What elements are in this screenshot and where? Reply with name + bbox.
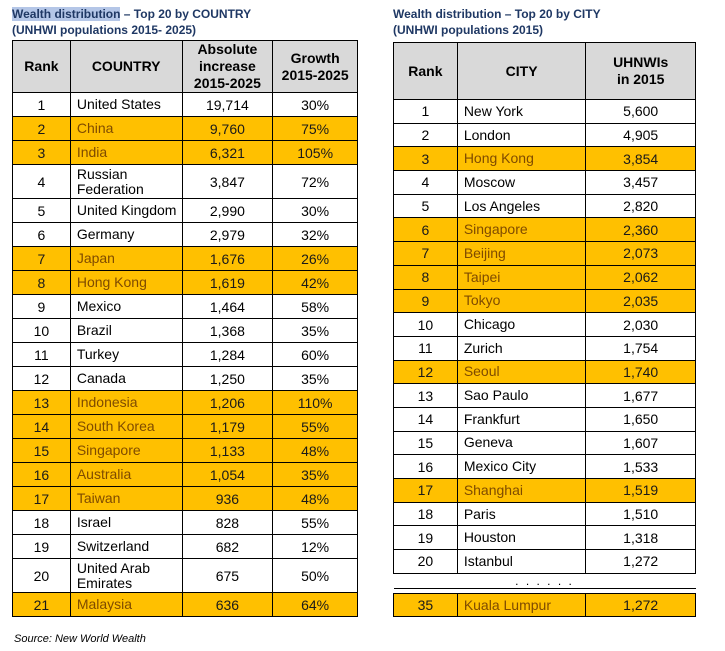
city-name: Taipei: [457, 265, 586, 289]
title-rest: – Top 20 by COUNTRY: [120, 7, 252, 21]
country-name: South Korea: [70, 415, 182, 439]
uhnwi-value: 2,360: [586, 218, 696, 242]
growth-value: 35%: [273, 367, 358, 391]
growth-value: 35%: [273, 319, 358, 343]
country-name: Russian Federation: [70, 165, 182, 199]
growth-value: 55%: [273, 415, 358, 439]
header-abs-line3: 2015-2025: [193, 75, 261, 91]
uhnwi-value: 1,510: [586, 502, 696, 526]
table-row: [394, 194, 696, 218]
city-name: Los Angeles: [457, 194, 586, 218]
rank-cell: 4: [13, 165, 71, 199]
uhnwi-value: 3,854: [586, 147, 696, 171]
city-table: [393, 42, 696, 617]
rank-cell: 8: [394, 265, 458, 289]
table-row: [13, 271, 358, 295]
uhnwi-value: 2,035: [586, 289, 696, 313]
uhnwi-value: 1,519: [586, 479, 696, 503]
growth-value: 26%: [273, 247, 358, 271]
table-row: [13, 535, 358, 559]
table-row: [13, 247, 358, 271]
table-row: [13, 141, 358, 165]
table-row: [13, 463, 358, 487]
absolute-increase-value: 2,979: [182, 223, 273, 247]
uhnwi-value: 2,062: [586, 265, 696, 289]
rank-cell: 18: [394, 502, 458, 526]
uhnwi-value: 1,677: [586, 384, 696, 408]
city-name: Sao Paulo: [457, 384, 586, 408]
table-row: [394, 171, 696, 195]
country-name: Hong Kong: [70, 271, 182, 295]
table-row: [394, 593, 696, 617]
rank-cell: 14: [13, 415, 71, 439]
absolute-increase-value: 1,464: [182, 295, 273, 319]
absolute-increase-value: 1,676: [182, 247, 273, 271]
table-row: [394, 431, 696, 455]
rank-cell: 16: [13, 463, 71, 487]
city-header-row: [394, 43, 696, 100]
rank-cell: 17: [394, 479, 458, 503]
header-growth: [273, 41, 358, 93]
growth-value: 42%: [273, 271, 358, 295]
uhnwi-value: 5,600: [586, 100, 696, 124]
growth-value: 48%: [273, 487, 358, 511]
country-name: Germany: [70, 223, 182, 247]
table-row: [13, 223, 358, 247]
rank-cell: 11: [394, 336, 458, 360]
growth-value: 32%: [273, 223, 358, 247]
header-uhnwis: [586, 43, 696, 100]
rank-cell: 3: [13, 141, 71, 165]
country-name: Japan: [70, 247, 182, 271]
title-highlight: Wealth distribution: [12, 7, 121, 21]
rank-cell: 6: [13, 223, 71, 247]
country-name: United Arab Emirates: [70, 559, 182, 593]
absolute-increase-value: 1,368: [182, 319, 273, 343]
absolute-increase-value: 6,321: [182, 141, 273, 165]
city-name: Istanbul: [457, 550, 586, 574]
city-name: Zurich: [457, 336, 586, 360]
uhnwi-value: 1,318: [586, 526, 696, 550]
rank-cell: 2: [13, 117, 71, 141]
table-row: [394, 360, 696, 384]
header-absolute-increase: [182, 41, 273, 93]
table-row: [394, 455, 696, 479]
country-name: China: [70, 117, 182, 141]
source-note: Source: New World Wealth: [14, 633, 146, 645]
country-table-title: [12, 6, 251, 22]
city-table-title: Wealth distribution – Top 20 by CITY: [393, 7, 601, 21]
header-country: COUNTRY: [70, 41, 182, 93]
rank-cell: 12: [13, 367, 71, 391]
absolute-increase-value: 636: [182, 593, 273, 617]
table-row: [394, 123, 696, 147]
growth-value: 30%: [273, 199, 358, 223]
table-row: [394, 502, 696, 526]
city-name: Singapore: [457, 218, 586, 242]
city-name: Houston: [457, 526, 586, 550]
uhnwi-value: 1,754: [586, 336, 696, 360]
table-row: [13, 343, 358, 367]
country-name: Switzerland: [70, 535, 182, 559]
table-row: [13, 415, 358, 439]
rank-cell: 15: [394, 431, 458, 455]
rank-cell: 6: [394, 218, 458, 242]
rank-cell: 8: [13, 271, 71, 295]
table-row: [394, 407, 696, 431]
rank-cell: 4: [394, 171, 458, 195]
rank-cell: 13: [13, 391, 71, 415]
table-row: [13, 117, 358, 141]
country-name: United States: [70, 93, 182, 117]
country-table-subtitle: (UNHWI populations 2015- 2025): [12, 23, 197, 37]
growth-value: 72%: [273, 165, 358, 199]
absolute-increase-value: 936: [182, 487, 273, 511]
growth-value: 55%: [273, 511, 358, 535]
header-rank: Rank: [13, 41, 71, 93]
rank-cell: 3: [394, 147, 458, 171]
growth-value: 12%: [273, 535, 358, 559]
rank-cell: 35: [394, 593, 458, 617]
city-name: London: [457, 123, 586, 147]
uhnwi-value: 2,030: [586, 313, 696, 337]
country-name: Canada: [70, 367, 182, 391]
country-name: Mexico: [70, 295, 182, 319]
absolute-increase-value: 1,619: [182, 271, 273, 295]
rank-cell: 19: [13, 535, 71, 559]
rank-cell: 7: [394, 242, 458, 266]
uhnwi-value: 3,457: [586, 171, 696, 195]
country-name: Israel: [70, 511, 182, 535]
uhnwi-value: 1,650: [586, 407, 696, 431]
uhnwi-value: 2,820: [586, 194, 696, 218]
header-growth-line1: Growth: [290, 49, 340, 66]
table-row: [13, 593, 358, 617]
rank-cell: 5: [394, 194, 458, 218]
ellipsis-row: [394, 573, 696, 588]
table-row: [394, 265, 696, 289]
rank-cell: 17: [13, 487, 71, 511]
rank-cell: 21: [13, 593, 71, 617]
city-name: Kuala Lumpur: [457, 593, 586, 617]
table-row: [394, 242, 696, 266]
table-row: [13, 559, 358, 593]
country-name: Indonesia: [70, 391, 182, 415]
country-name: Malaysia: [70, 593, 182, 617]
absolute-increase-value: 1,054: [182, 463, 273, 487]
absolute-increase-value: 19,714: [182, 93, 273, 117]
city-name: Tokyo: [457, 289, 586, 313]
rank-cell: 9: [13, 295, 71, 319]
city-name: Shanghai: [457, 479, 586, 503]
city-name: Paris: [457, 502, 586, 526]
growth-value: 75%: [273, 117, 358, 141]
absolute-increase-value: 1,133: [182, 439, 273, 463]
country-name: Singapore: [70, 439, 182, 463]
rank-cell: 12: [394, 360, 458, 384]
country-name: India: [70, 141, 182, 165]
growth-value: 35%: [273, 463, 358, 487]
table-row: [13, 165, 358, 199]
growth-value: 30%: [273, 93, 358, 117]
rank-cell: 15: [13, 439, 71, 463]
uhnwi-value: 1,272: [586, 550, 696, 574]
uhnwi-value: 1,740: [586, 360, 696, 384]
rank-cell: 5: [13, 199, 71, 223]
table-row: [13, 439, 358, 463]
country-table: [12, 40, 358, 617]
uhnwi-value: 1,272: [586, 593, 696, 617]
table-row: [394, 313, 696, 337]
header-rank: Rank: [394, 43, 458, 100]
rank-cell: 20: [394, 550, 458, 574]
country-header-row: [13, 41, 358, 93]
header-uhnwis-line1: UHNWIs: [613, 54, 669, 70]
city-name: Beijing: [457, 242, 586, 266]
table-row: [13, 487, 358, 511]
table-row: [13, 295, 358, 319]
table-row: [13, 391, 358, 415]
growth-value: 50%: [273, 559, 358, 593]
rank-cell: 2: [394, 123, 458, 147]
table-row: [13, 199, 358, 223]
uhnwi-value: 4,905: [586, 123, 696, 147]
city-name: New York: [457, 100, 586, 124]
absolute-increase-value: 9,760: [182, 117, 273, 141]
growth-value: 105%: [273, 141, 358, 165]
rank-cell: 19: [394, 526, 458, 550]
rank-cell: 1: [13, 93, 71, 117]
country-name: Brazil: [70, 319, 182, 343]
absolute-increase-value: 1,284: [182, 343, 273, 367]
header-abs-line1: Absolute: [197, 41, 258, 57]
city-name: Moscow: [457, 171, 586, 195]
table-row: [394, 526, 696, 550]
city-name: Mexico City: [457, 455, 586, 479]
absolute-increase-value: 3,847: [182, 165, 273, 199]
rank-cell: 7: [13, 247, 71, 271]
country-name: Taiwan: [70, 487, 182, 511]
rank-cell: 9: [394, 289, 458, 313]
rank-cell: 10: [394, 313, 458, 337]
table-row: [13, 93, 358, 117]
absolute-increase-value: 1,206: [182, 391, 273, 415]
table-row: [394, 100, 696, 124]
rank-cell: 20: [13, 559, 71, 593]
table-row: [394, 550, 696, 574]
growth-value: 110%: [273, 391, 358, 415]
ellipsis: . . . . . .: [394, 573, 696, 588]
rank-cell: 1: [394, 100, 458, 124]
rank-cell: 16: [394, 455, 458, 479]
table-row: [13, 367, 358, 391]
table-row: [13, 511, 358, 535]
absolute-increase-value: 1,250: [182, 367, 273, 391]
table-row: [394, 336, 696, 360]
country-name: Turkey: [70, 343, 182, 367]
absolute-increase-value: 682: [182, 535, 273, 559]
city-name: Seoul: [457, 360, 586, 384]
city-name: Frankfurt: [457, 407, 586, 431]
city-name: Hong Kong: [457, 147, 586, 171]
rank-cell: 13: [394, 384, 458, 408]
absolute-increase-value: 828: [182, 511, 273, 535]
growth-value: 60%: [273, 343, 358, 367]
growth-value: 64%: [273, 593, 358, 617]
table-row: [394, 147, 696, 171]
absolute-increase-value: 675: [182, 559, 273, 593]
header-uhnwis-line2: in 2015: [616, 71, 665, 87]
header-city: CITY: [457, 43, 586, 100]
city-name: Geneva: [457, 431, 586, 455]
country-name: United Kingdom: [70, 199, 182, 223]
rank-cell: 10: [13, 319, 71, 343]
table-row: [394, 289, 696, 313]
uhnwi-value: 2,073: [586, 242, 696, 266]
rank-cell: 14: [394, 407, 458, 431]
rank-cell: 11: [13, 343, 71, 367]
table-row: [394, 218, 696, 242]
city-table-subtitle: (UNHWI populations 2015): [393, 23, 544, 37]
city-name: Chicago: [457, 313, 586, 337]
growth-value: 58%: [273, 295, 358, 319]
header-abs-line2: increase: [198, 58, 256, 74]
uhnwi-value: 1,607: [586, 431, 696, 455]
uhnwi-value: 1,533: [586, 455, 696, 479]
table-row: [394, 384, 696, 408]
table-row: [13, 319, 358, 343]
header-growth-line2: 2015-2025: [281, 66, 349, 83]
table-row: [394, 479, 696, 503]
rank-cell: 18: [13, 511, 71, 535]
absolute-increase-value: 1,179: [182, 415, 273, 439]
country-name: Australia: [70, 463, 182, 487]
growth-value: 48%: [273, 439, 358, 463]
absolute-increase-value: 2,990: [182, 199, 273, 223]
